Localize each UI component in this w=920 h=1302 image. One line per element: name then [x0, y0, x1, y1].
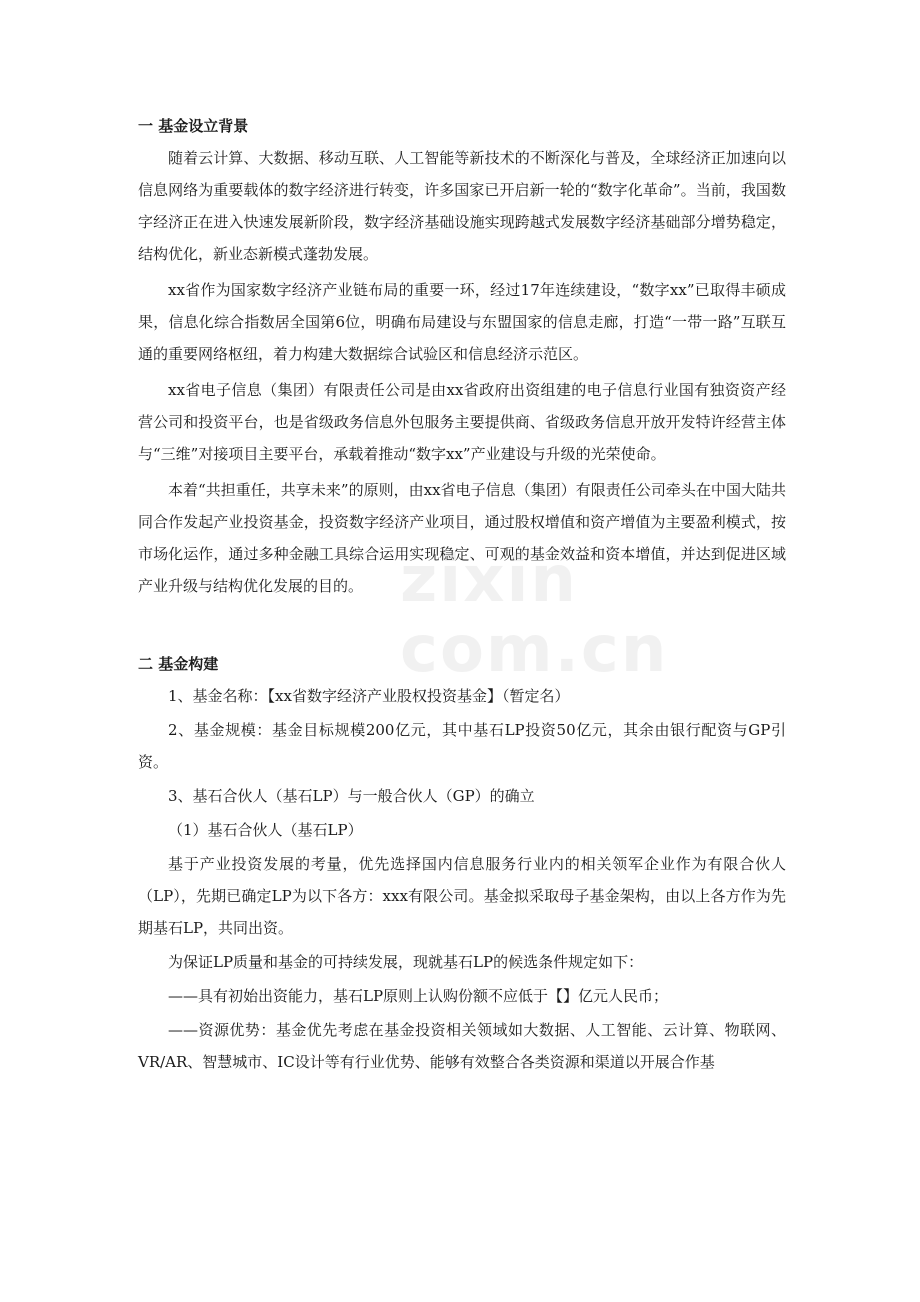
paragraph: xx省电子信息（集团）有限责任公司是由xx省政府出资组建的电子信息行业国有独资资产经营公司和投资平台，也是省级政务信息外包服务主要提供商、省级政务信息开放开发特许经营主体与“三维”对接项目主要平台，承载着推动“数字xx”产业建设与升级的光荣使命。: [138, 381, 786, 463]
paragraph: 为保证LP质量和基金的可持续发展，现就基石LP的候选条件规定如下：: [168, 953, 644, 971]
watermark-line: com.cn: [400, 613, 669, 687]
section-heading-construction: 二 基金构建: [138, 655, 219, 673]
paragraph: 2、基金规模：基金目标规模200亿元，其中基石LP投资50亿元，其余由银行配资与GP引资。: [138, 721, 786, 771]
watermark-line: zixin: [400, 543, 578, 617]
paragraph: xx省作为国家数字经济产业链布局的重要一环，经过17年连续建设，“数字xx”已取得丰硕成果，信息化综合指数居全国第6位，明确布局建设与东盟国家的信息走廊，打造“一带一路”互联互通的重要网络枢纽，着力构建大数据综合试验区和信息经济示范区。: [138, 281, 786, 363]
paragraph: 随着云计算、大数据、移动互联、人工智能等新技术的不断深化与普及，全球经济正加速向以信息网络为重要载体的数字经济进行转变，许多国家已开启新一轮的“数字化革命”。当前，我国数字经济正在进入快速发展新阶段，数字经济基础设施实现跨越式发展数字经济基础部分增势稳定，结构优化，新业态新模式蓬勃发展。: [138, 149, 786, 263]
section-spacer: [138, 606, 786, 648]
paragraph: ——具有初始出资能力，基石LP原则上认购份额不应低于【】亿元人民币；: [168, 987, 669, 1005]
paragraph: 1、基金名称：【xx省数字经济产业股权投资基金】（暂定名）: [168, 687, 570, 705]
paragraph: ——资源优势：基金优先考虑在基金投资相关领域如大数据、人工智能、云计算、物联网、VR/AR、智慧城市、IC设计等有行业优势、能够有效整合各类资源和渠道以开展合作基: [138, 1021, 786, 1071]
document-page: [138, 110, 786, 1080]
paragraph: （1）基石合伙人（基石LP）: [168, 821, 363, 839]
paragraph: 本着“共担重任，共享未来”的原则，由xx省电子信息（集团）有限责任公司牵头在中国大陆共同合作发起产业投资基金，投资数字经济产业项目，通过股权增值和资产增值为主要盈利模式，按市场化运作，通过多种金融工具综合运用实现稳定、可观的基金效益和资本增值，并达到促进区域产业升级与结构优化发展的目的。: [138, 481, 786, 595]
paragraph: 基于产业投资发展的考量，优先选择国内信息服务行业内的相关领军企业作为有限合伙人（LP），先期已确定LP为以下各方：xxx有限公司。基金拟采取母子基金架构，由以上各方作为先期基石LP，共同出资。: [138, 855, 786, 937]
section-heading-background: 一 基金设立背景: [138, 117, 249, 135]
paragraph: 3、基石合伙人（基石LP）与一般合伙人（GP）的确立: [168, 787, 535, 805]
